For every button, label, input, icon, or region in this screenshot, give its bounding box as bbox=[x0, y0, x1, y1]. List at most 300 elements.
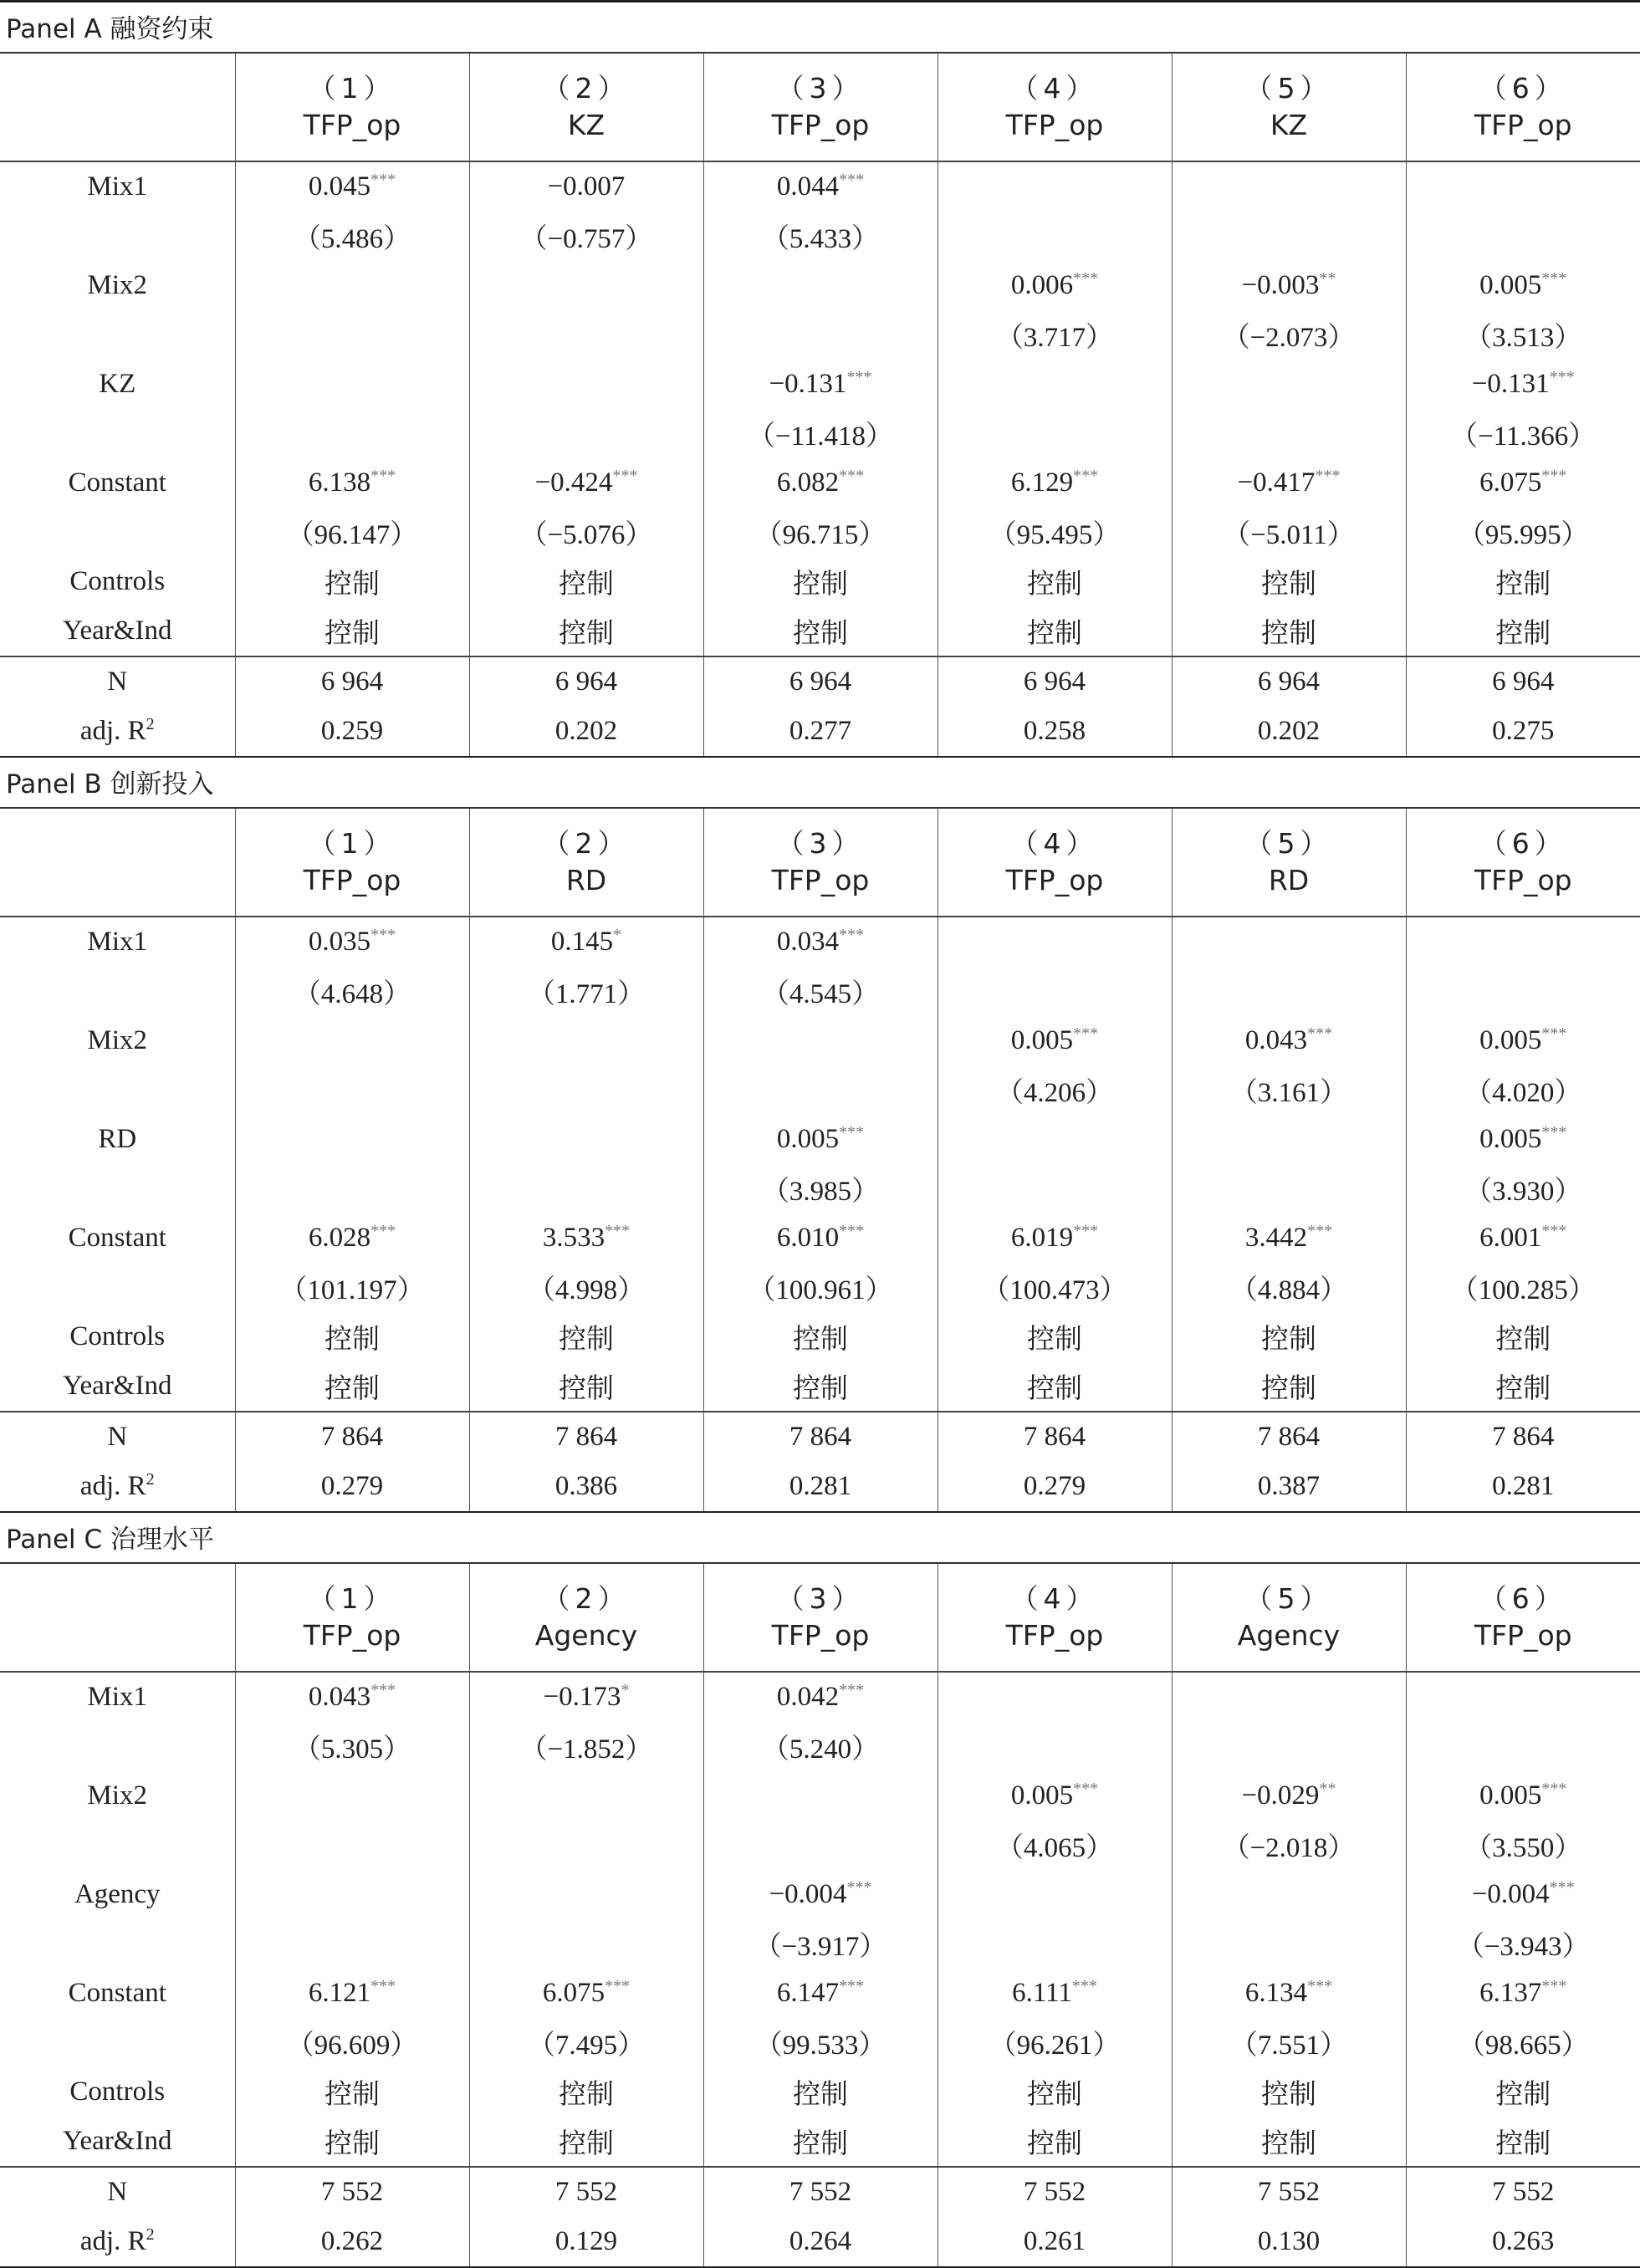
table-cell bbox=[1406, 409, 1640, 458]
significance-stars: ** bbox=[1319, 1780, 1336, 1798]
cell-value: 控制 bbox=[559, 1374, 614, 1404]
observations-cell: 6 964 bbox=[703, 656, 938, 707]
row-label: Constant bbox=[0, 1969, 235, 2018]
observations-cell: 7 864 bbox=[1406, 1412, 1640, 1462]
cell-value: （100.285） bbox=[1451, 1275, 1596, 1305]
table-cell bbox=[235, 1919, 469, 1969]
table-cell bbox=[703, 917, 938, 967]
significance-stars: *** bbox=[839, 467, 864, 485]
observations-cell: 7 552 bbox=[938, 2167, 1172, 2217]
table-cell bbox=[1172, 1722, 1406, 1771]
cell-value: 控制 bbox=[1027, 619, 1082, 649]
row-label: N bbox=[0, 1412, 235, 1462]
adj-r2-cell: 0.130 bbox=[1172, 2217, 1406, 2267]
row-label bbox=[0, 1462, 235, 1512]
table-cell bbox=[235, 1065, 469, 1115]
column-number: （2） bbox=[470, 825, 703, 862]
table-row bbox=[0, 606, 1640, 656]
table-cell bbox=[938, 1213, 1172, 1263]
dependent-variable-label: TFP_op bbox=[1474, 864, 1572, 896]
row-label: Agency bbox=[0, 1870, 235, 1919]
cell-value: （95.995） bbox=[1458, 520, 1589, 550]
cell-value: 控制 bbox=[1495, 2080, 1551, 2110]
row-label bbox=[0, 1164, 235, 1213]
table-cell bbox=[235, 261, 469, 310]
header-corner-cell bbox=[0, 1564, 235, 1672]
observations-cell: 7 552 bbox=[235, 2167, 469, 2217]
table-cell bbox=[235, 1016, 469, 1065]
cell-value: 0.005 bbox=[1011, 1780, 1073, 1811]
column-header bbox=[1172, 809, 1406, 917]
table-cell bbox=[469, 1213, 703, 1263]
column-number: （1） bbox=[236, 825, 469, 862]
table-cell bbox=[235, 360, 469, 409]
table-cell bbox=[703, 458, 938, 508]
column-number: （2） bbox=[470, 70, 703, 107]
table-cell bbox=[938, 1919, 1172, 1969]
cell-value: 0.005 bbox=[1479, 1025, 1541, 1055]
significance-stars: *** bbox=[370, 467, 396, 485]
cell-value: 控制 bbox=[1495, 1325, 1551, 1355]
table-cell bbox=[1406, 606, 1640, 656]
table-cell bbox=[1406, 1870, 1640, 1919]
table-cell bbox=[938, 1969, 1172, 2018]
table-cell bbox=[938, 508, 1172, 557]
column-header bbox=[1172, 54, 1406, 161]
table-cell bbox=[1172, 1870, 1406, 1919]
dependent-variable-label: Agency bbox=[1238, 1619, 1340, 1652]
table-cell bbox=[1406, 2018, 1640, 2067]
observations-cell: 7 864 bbox=[1172, 1412, 1406, 1462]
cell-value: （4.065） bbox=[996, 1833, 1113, 1863]
significance-stars: *** bbox=[370, 1222, 396, 1240]
table-cell bbox=[703, 261, 938, 310]
adj-r2-cell: 0.277 bbox=[703, 707, 938, 757]
cell-value: −0.424 bbox=[535, 467, 613, 498]
significance-stars: *** bbox=[612, 467, 637, 485]
significance-stars: *** bbox=[1541, 1977, 1566, 1995]
column-header bbox=[469, 54, 703, 161]
table-cell bbox=[1406, 1771, 1640, 1821]
cell-value: 控制 bbox=[324, 2080, 380, 2110]
cell-value: −0.029 bbox=[1242, 1780, 1320, 1811]
row-label: N bbox=[0, 2167, 235, 2217]
cell-value: （7.495） bbox=[528, 2030, 645, 2061]
table-cell bbox=[938, 1821, 1172, 1870]
table-row bbox=[0, 1919, 1640, 1969]
table-cell bbox=[1172, 1821, 1406, 1870]
table-row bbox=[0, 310, 1640, 360]
cell-value: 控制 bbox=[1027, 570, 1082, 600]
significance-stars: *** bbox=[839, 1977, 864, 1995]
table-cell bbox=[1406, 1672, 1640, 1722]
significance-stars: *** bbox=[1073, 467, 1098, 485]
row-label bbox=[0, 707, 235, 757]
table-row bbox=[0, 1969, 1640, 2018]
table-row bbox=[0, 557, 1640, 606]
table-cell bbox=[1172, 161, 1406, 212]
table-cell bbox=[235, 1722, 469, 1771]
observations-cell: 7 864 bbox=[469, 1412, 703, 1462]
row-label: Controls bbox=[0, 1312, 235, 1361]
table-row bbox=[0, 2067, 1640, 2117]
column-header bbox=[938, 54, 1172, 161]
cell-value: −0.004 bbox=[769, 1879, 847, 1909]
table-cell bbox=[469, 1065, 703, 1115]
observations-cell: 7 552 bbox=[703, 2167, 938, 2217]
table-cell bbox=[469, 967, 703, 1016]
dependent-variable-label: RD bbox=[1269, 864, 1309, 896]
table-row bbox=[0, 1312, 1640, 1361]
cell-value: （−5.011） bbox=[1223, 520, 1355, 550]
column-header bbox=[235, 54, 469, 161]
table-cell bbox=[938, 606, 1172, 656]
row-label: Year&Ind bbox=[0, 606, 235, 656]
table-cell bbox=[469, 360, 703, 409]
table-cell bbox=[1172, 606, 1406, 656]
table-cell bbox=[938, 2067, 1172, 2117]
cell-value: （3.513） bbox=[1464, 323, 1581, 353]
table-cell bbox=[469, 1722, 703, 1771]
adj-r2-label: adj. R bbox=[80, 716, 146, 746]
column-header bbox=[469, 1564, 703, 1672]
table-row bbox=[0, 2018, 1640, 2067]
cell-value: 控制 bbox=[1261, 619, 1316, 649]
table-cell bbox=[469, 261, 703, 310]
row-label bbox=[0, 967, 235, 1016]
column-header bbox=[938, 1564, 1172, 1672]
significance-stars: *** bbox=[370, 171, 396, 189]
table-cell bbox=[703, 360, 938, 409]
column-number: （2） bbox=[470, 1581, 703, 1617]
table-row bbox=[0, 917, 1640, 967]
column-header bbox=[1172, 1564, 1406, 1672]
observations-cell: 7 864 bbox=[938, 1412, 1172, 1462]
table-cell bbox=[1406, 917, 1640, 967]
cell-value: 6.121 bbox=[309, 1978, 370, 2008]
column-number: （6） bbox=[1407, 1581, 1640, 1617]
table-cell bbox=[1406, 2067, 1640, 2117]
cell-value: 控制 bbox=[793, 1325, 848, 1355]
table-cell bbox=[235, 2067, 469, 2117]
table-cell bbox=[1406, 1919, 1640, 1969]
header-corner-cell bbox=[0, 809, 235, 917]
cell-value: 6.138 bbox=[309, 467, 370, 498]
table-cell bbox=[1406, 1164, 1640, 1213]
cell-value: （3.930） bbox=[1464, 1177, 1581, 1207]
column-header bbox=[235, 809, 469, 917]
table-cell bbox=[1172, 1312, 1406, 1361]
table-cell bbox=[469, 557, 703, 606]
cell-value: 控制 bbox=[324, 1374, 380, 1404]
table-cell bbox=[1406, 1722, 1640, 1771]
table-cell bbox=[235, 1164, 469, 1213]
cell-value: 控制 bbox=[1261, 1374, 1316, 1404]
observations-row bbox=[0, 656, 1640, 707]
table-cell bbox=[469, 458, 703, 508]
table-cell bbox=[938, 1672, 1172, 1722]
cell-value: （7.551） bbox=[1230, 2030, 1347, 2061]
cell-value: 控制 bbox=[324, 619, 380, 649]
table-cell bbox=[1172, 557, 1406, 606]
row-label: RD bbox=[0, 1115, 235, 1164]
table-cell bbox=[1406, 1065, 1640, 1115]
cell-value: −0.007 bbox=[548, 171, 626, 202]
cell-value: 6.019 bbox=[1011, 1223, 1073, 1253]
cell-value: 控制 bbox=[1261, 2080, 1316, 2110]
table-cell bbox=[1406, 161, 1640, 212]
table-cell bbox=[1172, 261, 1406, 310]
cell-value: 控制 bbox=[559, 619, 614, 649]
adj-r2-row bbox=[0, 707, 1640, 757]
table-cell bbox=[235, 2018, 469, 2067]
significance-stars: *** bbox=[370, 926, 396, 944]
table-cell bbox=[235, 310, 469, 360]
cell-value: 6.147 bbox=[777, 1978, 839, 2008]
table-row bbox=[0, 1065, 1640, 1115]
cell-value: 0.005 bbox=[1479, 1124, 1541, 1154]
observations-row bbox=[0, 2167, 1640, 2217]
table-cell bbox=[938, 161, 1172, 212]
table-cell bbox=[235, 1312, 469, 1361]
row-label: KZ bbox=[0, 360, 235, 409]
cell-value: 控制 bbox=[1495, 619, 1551, 649]
cell-value: （3.717） bbox=[996, 323, 1113, 353]
row-label: Year&Ind bbox=[0, 1361, 235, 1412]
column-number: （5） bbox=[1173, 1581, 1406, 1617]
table-cell bbox=[469, 2117, 703, 2167]
observations-cell: 7 864 bbox=[235, 1412, 469, 1462]
row-label: Mix1 bbox=[0, 917, 235, 967]
cell-value: −0.131 bbox=[769, 369, 847, 399]
column-number: （6） bbox=[1407, 825, 1640, 862]
cell-value: （4.020） bbox=[1464, 1078, 1581, 1108]
table-cell bbox=[1172, 1065, 1406, 1115]
table-row bbox=[0, 1164, 1640, 1213]
significance-stars: *** bbox=[1073, 1222, 1098, 1240]
table-cell bbox=[703, 1263, 938, 1312]
significance-stars: *** bbox=[839, 1222, 864, 1240]
table-cell bbox=[469, 1016, 703, 1065]
adj-r2-cell: 0.386 bbox=[469, 1462, 703, 1512]
table-cell bbox=[1172, 212, 1406, 261]
table-cell bbox=[235, 967, 469, 1016]
column-header bbox=[469, 809, 703, 917]
table-cell bbox=[703, 1722, 938, 1771]
table-cell bbox=[469, 1312, 703, 1361]
table-cell bbox=[703, 1016, 938, 1065]
dependent-variable-label: Agency bbox=[535, 1619, 637, 1652]
table-cell bbox=[469, 1969, 703, 2018]
cell-value: （96.261） bbox=[989, 2030, 1121, 2061]
significance-stars: *** bbox=[1073, 1024, 1098, 1043]
table-row bbox=[0, 1722, 1640, 1771]
significance-stars: *** bbox=[1315, 467, 1340, 485]
cell-value: （95.495） bbox=[989, 520, 1121, 550]
dependent-variable-label: TFP_op bbox=[772, 864, 870, 896]
table-cell bbox=[1172, 508, 1406, 557]
cell-value: 控制 bbox=[1495, 2129, 1551, 2159]
cell-value: −0.417 bbox=[1238, 467, 1316, 498]
row-label bbox=[0, 2217, 235, 2267]
table-row bbox=[0, 212, 1640, 261]
observations-cell: 6 964 bbox=[1406, 656, 1640, 707]
table-cell bbox=[938, 458, 1172, 508]
table-cell bbox=[703, 212, 938, 261]
regression-table bbox=[0, 54, 1640, 758]
cell-value: （−3.917） bbox=[754, 1932, 887, 1962]
cell-value: 控制 bbox=[559, 2129, 614, 2159]
row-label bbox=[0, 1263, 235, 1312]
cell-value: （99.533） bbox=[755, 2030, 886, 2061]
panel-title: Panel B 创新投入 bbox=[0, 758, 1640, 809]
column-header bbox=[1406, 54, 1640, 161]
table-cell bbox=[469, 161, 703, 212]
cell-value: （3.550） bbox=[1464, 1833, 1581, 1863]
table-cell bbox=[938, 1361, 1172, 1412]
cell-value: −0.004 bbox=[1472, 1879, 1550, 1909]
table-cell bbox=[235, 508, 469, 557]
table-cell bbox=[235, 458, 469, 508]
dependent-variable-label: TFP_op bbox=[304, 1619, 401, 1652]
table-cell bbox=[469, 409, 703, 458]
table-row bbox=[0, 409, 1640, 458]
significance-stars: *** bbox=[1541, 1024, 1566, 1043]
table-cell bbox=[1172, 1771, 1406, 1821]
column-header bbox=[703, 54, 938, 161]
table-cell bbox=[1406, 1312, 1640, 1361]
cell-value: 0.145 bbox=[551, 927, 613, 957]
column-number: （1） bbox=[236, 1581, 469, 1617]
table-row bbox=[0, 2117, 1640, 2167]
cell-value: 6.129 bbox=[1011, 467, 1073, 498]
cell-value: 6.028 bbox=[309, 1223, 370, 1253]
squared-superscript: 2 bbox=[146, 2225, 155, 2244]
table-cell bbox=[469, 1361, 703, 1412]
observations-cell: 6 964 bbox=[469, 656, 703, 707]
adj-r2-cell: 0.202 bbox=[469, 707, 703, 757]
table-cell bbox=[469, 606, 703, 656]
column-number: （1） bbox=[236, 70, 469, 107]
column-header-row bbox=[0, 809, 1640, 917]
table-cell bbox=[703, 557, 938, 606]
cell-value: 控制 bbox=[1261, 1325, 1316, 1355]
significance-stars: *** bbox=[370, 1977, 396, 1995]
table-cell bbox=[1172, 458, 1406, 508]
table-cell bbox=[1406, 1115, 1640, 1164]
cell-value: 控制 bbox=[793, 570, 848, 600]
cell-value: 0.042 bbox=[777, 1682, 839, 1712]
table-row bbox=[0, 1213, 1640, 1263]
dependent-variable-label: TFP_op bbox=[1006, 1619, 1104, 1652]
table-row bbox=[0, 1361, 1640, 1412]
table-cell bbox=[1172, 1969, 1406, 2018]
cell-value: （−2.073） bbox=[1223, 323, 1356, 353]
header-corner-cell bbox=[0, 54, 235, 161]
dependent-variable-label: RD bbox=[566, 864, 606, 896]
squared-superscript: 2 bbox=[146, 715, 155, 733]
regression-table bbox=[0, 1564, 1640, 2268]
cell-value: （5.240） bbox=[762, 1734, 879, 1765]
table-cell bbox=[1406, 1361, 1640, 1412]
table-cell bbox=[1406, 1821, 1640, 1870]
panel-title: Panel A 融资约束 bbox=[0, 3, 1640, 54]
row-label: Mix2 bbox=[0, 1016, 235, 1065]
observations-row bbox=[0, 1412, 1640, 1462]
adj-r2-cell: 0.129 bbox=[469, 2217, 703, 2267]
significance-stars: * bbox=[613, 926, 621, 944]
table-cell bbox=[1406, 967, 1640, 1016]
cell-value: 0.005 bbox=[1479, 270, 1541, 300]
dependent-variable-label: TFP_op bbox=[1006, 109, 1104, 141]
cell-value: （4.884） bbox=[1230, 1275, 1347, 1305]
table-cell bbox=[703, 1213, 938, 1263]
cell-value: 控制 bbox=[793, 619, 848, 649]
table-cell bbox=[1406, 360, 1640, 409]
row-label bbox=[0, 1821, 235, 1870]
table-cell bbox=[938, 360, 1172, 409]
cell-value: 控制 bbox=[559, 570, 614, 600]
table-cell bbox=[235, 557, 469, 606]
table-cell bbox=[1406, 557, 1640, 606]
significance-stars: *** bbox=[605, 1222, 630, 1240]
column-header bbox=[1406, 1564, 1640, 1672]
cell-value: 0.044 bbox=[777, 171, 839, 202]
adj-r2-label: adj. R bbox=[80, 2226, 146, 2256]
row-label: Mix1 bbox=[0, 161, 235, 212]
row-label: Year&Ind bbox=[0, 2117, 235, 2167]
column-header bbox=[938, 809, 1172, 917]
cell-value: 0.035 bbox=[309, 927, 370, 957]
table-row bbox=[0, 508, 1640, 557]
column-number: （4） bbox=[938, 825, 1172, 862]
cell-value: 控制 bbox=[1495, 1374, 1551, 1404]
table-cell bbox=[938, 1870, 1172, 1919]
table-cell bbox=[235, 1821, 469, 1870]
table-cell bbox=[938, 1164, 1172, 1213]
cell-value: 控制 bbox=[324, 570, 380, 600]
cell-value: 0.006 bbox=[1011, 270, 1073, 300]
table-cell bbox=[1172, 967, 1406, 1016]
table-cell bbox=[938, 1312, 1172, 1361]
table-row bbox=[0, 1771, 1640, 1821]
significance-stars: *** bbox=[605, 1977, 630, 1995]
adj-r2-cell: 0.258 bbox=[938, 707, 1172, 757]
significance-stars: ** bbox=[1319, 269, 1336, 288]
table-cell bbox=[235, 1870, 469, 1919]
cell-value: 控制 bbox=[1027, 1325, 1082, 1355]
significance-stars: *** bbox=[1307, 1222, 1332, 1240]
table-cell bbox=[235, 917, 469, 967]
table-row bbox=[0, 360, 1640, 409]
cell-value: （−0.757） bbox=[520, 224, 653, 254]
cell-value: 6.010 bbox=[777, 1223, 839, 1253]
adj-r2-cell: 0.259 bbox=[235, 707, 469, 757]
table-cell bbox=[469, 1672, 703, 1722]
cell-value: （4.998） bbox=[528, 1275, 645, 1305]
table-cell bbox=[1406, 310, 1640, 360]
table-cell bbox=[1172, 1263, 1406, 1312]
significance-stars: *** bbox=[839, 1123, 864, 1142]
cell-value: 6.137 bbox=[1479, 1978, 1541, 2008]
table-cell bbox=[1172, 360, 1406, 409]
cell-value: （5.433） bbox=[762, 224, 879, 254]
row-label bbox=[0, 310, 235, 360]
significance-stars: *** bbox=[839, 926, 864, 944]
table-cell bbox=[469, 2018, 703, 2067]
table-cell bbox=[938, 1115, 1172, 1164]
table-cell bbox=[1172, 917, 1406, 967]
